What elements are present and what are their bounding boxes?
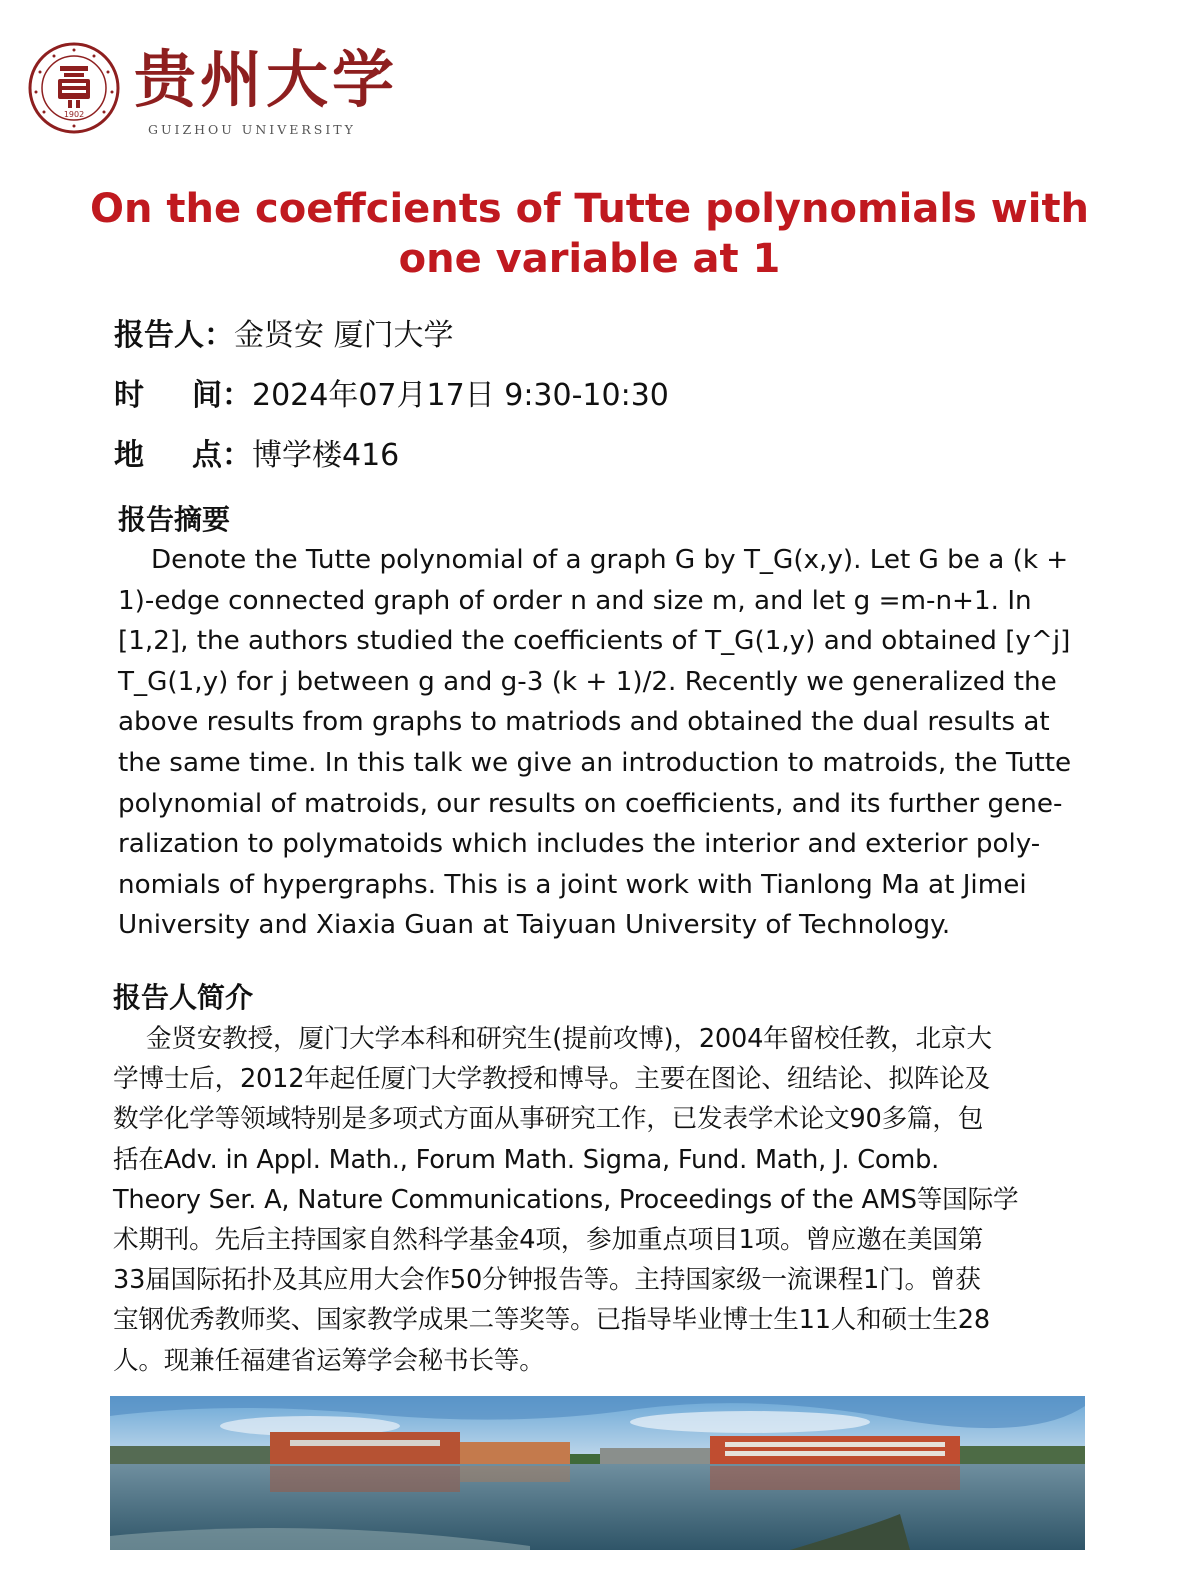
talk-title-line-1: On the coeffcients of Tutte polynomials with xyxy=(89,186,1090,232)
page-bottom-margin xyxy=(0,1552,1179,1573)
svg-text:1902: 1902 xyxy=(63,110,85,119)
speaker-row xyxy=(114,316,454,356)
university-name-cn: 贵州大学 xyxy=(134,43,399,116)
speaker-value: 金贤安 厦门大学 xyxy=(234,318,454,353)
university-logo xyxy=(28,40,399,140)
bio-line: 括在Adv. in Appl. Math., Forum Math. Sigma, Fund. Math, J. Comb. xyxy=(113,1144,940,1175)
time-colon: ： xyxy=(222,378,252,413)
campus-photo xyxy=(110,1396,1085,1550)
talk-title xyxy=(60,184,1119,284)
talk-title-line-2: one variable at 1 xyxy=(398,236,781,282)
bio-line: 学博士后，2012年起任厦门大学教授和博导。主要在图论、纽结论、拟阵论及 xyxy=(113,1064,990,1095)
abstract-line: T_G(1,y) for j between g and g-3 (k + 1)/2. Recently we generalized the xyxy=(118,666,1057,697)
place-label: 地点 xyxy=(114,438,222,473)
place-row xyxy=(114,436,399,476)
abstract-line: the same time. In this talk we give an introduction to matroids, the Tutte xyxy=(118,747,1072,778)
abstract-line: polynomial of matroids, our results on coefficients, and its further gene- xyxy=(118,788,1063,819)
bio-line: Theory Ser. A, Nature Communications, Proceedings of the AMS等国际学 xyxy=(113,1184,1019,1215)
university-seal-icon xyxy=(28,42,120,134)
speaker-label: 报告人： xyxy=(114,318,234,353)
abstract-line: above results from graphs to matriods and obtained the dual results at xyxy=(118,707,1050,738)
time-label: 时间 xyxy=(114,378,222,413)
abstract-body xyxy=(118,540,1071,946)
abstract-heading: 报告摘要 xyxy=(118,503,231,536)
bio-line: 术期刊。先后主持国家自然科学基金4项，参加重点项目1项。曾应邀在美国第 xyxy=(113,1225,984,1256)
abstract-line: University and Xiaxia Guan at Taiyuan University of Technology. xyxy=(118,910,951,941)
abstract-line: [1,2], the authors studied the coefficients of T_G(1,y) and obtained [y^j] xyxy=(118,626,1071,657)
university-name-en: GUIZHOU UNIVERSITY xyxy=(148,122,356,137)
bio-line: 宝钢优秀教师奖、国家教学成果二等奖等。已指导毕业博士生11人和硕士生28 xyxy=(113,1305,990,1336)
bio-line: 金贤安教授，厦门大学本科和研究生(提前攻博)，2004年留校任教，北京大 xyxy=(146,1024,992,1054)
time-value: 2024年07月17日 9:30-10:30 xyxy=(252,378,669,413)
place-colon: ： xyxy=(222,438,252,473)
bio-line: 数学化学等领域特别是多项式方面从事研究工作，已发表学术论文90多篇，包 xyxy=(113,1104,984,1135)
abstract-line: Denote the Tutte polynomial of a graph G by T_G(x,y). Let G be a (k + xyxy=(151,545,1069,575)
time-row xyxy=(114,376,669,416)
abstract-line: 1)-edge connected graph of order n and size m, and let g =m-n+1. In xyxy=(118,585,1032,616)
place-value: 博学楼416 xyxy=(252,438,400,473)
bio-line: 33届国际拓扑及其应用大会作50分钟报告等。主持国家级一流课程1门。曾获 xyxy=(113,1265,981,1296)
abstract-line: nomials of hypergraphs. This is a joint work with Tianlong Ma at Jimei xyxy=(118,869,1027,900)
bio-heading: 报告人简介 xyxy=(113,981,254,1014)
abstract-line: ralization to polymatoids which includes the interior and exterior poly- xyxy=(118,829,1041,860)
bio-line: 人。现兼任福建省运筹学会秘书长等。 xyxy=(113,1345,545,1376)
bio-body xyxy=(113,1019,1018,1381)
